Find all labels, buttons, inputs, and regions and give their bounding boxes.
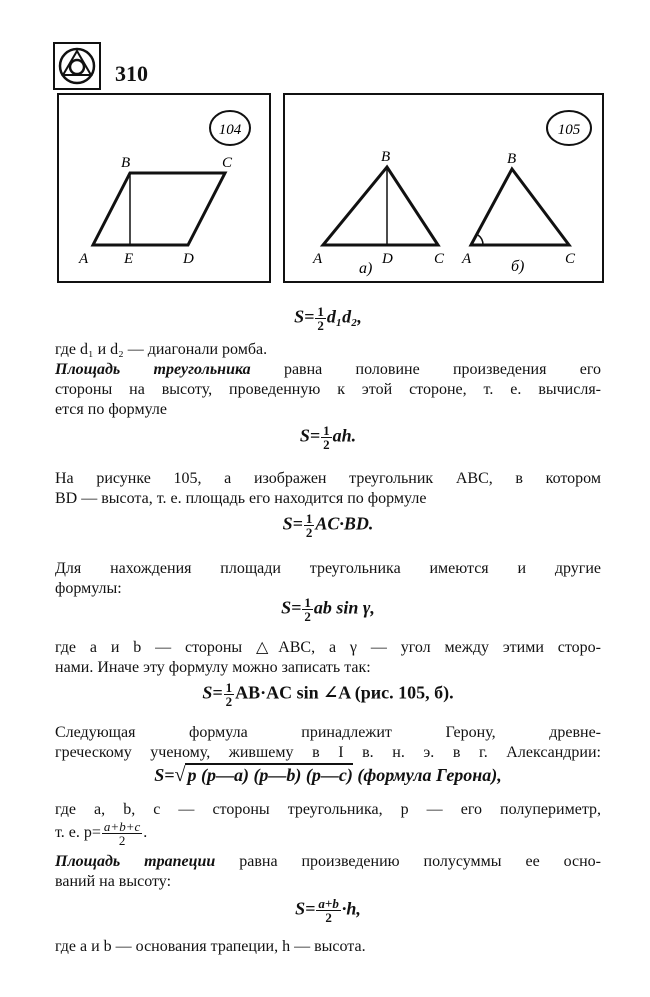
text-line: ваний на высоту: <box>55 873 172 890</box>
text-line: т. е. p= $\frac{a+b+c}{2}$ . <box>55 819 148 848</box>
text-line: BD — высота, т. е. площадь его находится по формуле <box>55 490 427 507</box>
point-E: E <box>124 251 134 267</box>
text-line: нами. Иначе эту формулу можно записать так: <box>55 659 371 676</box>
text-line: ется по формуле <box>55 401 167 418</box>
caption-a: а) <box>359 260 373 277</box>
formula-triangle-acbd: S= $\frac{1}{2}$ AC·BD. <box>282 511 374 540</box>
text-line: Для нахождения площади треугольника имеются и другие <box>55 560 601 577</box>
formula-triangle-ah: S= $\frac{1}{2}$ ah. <box>299 423 357 452</box>
text-line: греческому ученому, жившему в I в. н. э. в г. Александрии: <box>55 744 601 761</box>
formula-rhombus: S= $\frac{1}{2}$ d₁d₂, <box>294 304 362 333</box>
text-line: стороны на высоту, проведенную к этой стороне, т. е. вычисля- <box>55 381 601 398</box>
text-line: Следующая формула принадлежит Герону, древне- <box>55 724 601 741</box>
formula-triangle-sin: S= $\frac{1}{2}$ ab sin γ, <box>281 595 375 624</box>
point-D: D <box>183 251 194 267</box>
text-line: где a и b — стороны △ABC, а γ — угол между этими сторо- <box>55 639 601 656</box>
formula-trapezoid: S= $\frac{a+b}{2}$ ·h, <box>295 896 361 925</box>
figure-105 <box>283 93 604 283</box>
formula-triangle-angle: S= $\frac{1}{2}$ AB·AC sin ∠A (рис. 105, б). <box>202 680 454 709</box>
point-C: C <box>222 155 233 171</box>
header-logo-icon <box>53 42 101 90</box>
figure-104 <box>57 93 271 283</box>
text-line: где a, b, c — стороны треугольника, p — его полупериметр, <box>55 801 601 818</box>
point-A: A <box>79 251 89 267</box>
text-line: На рисунке 105, а изображен треугольник ABC, в котором <box>55 470 601 487</box>
point-D-left: D <box>382 251 393 267</box>
page-number: 310 <box>115 61 148 86</box>
text-line: Площадь треугольника равна половине произведения его <box>55 361 602 378</box>
point-A-left: A <box>313 251 323 267</box>
point-B: B <box>121 155 131 171</box>
text-line: где d₁ и d₂ — диагонали ромба. <box>55 341 268 358</box>
point-B-left: B <box>381 149 391 165</box>
point-B-right: B <box>507 151 517 167</box>
formula-heron: S=√ p (p—a) (p—b) (p—c) (формула Герона), <box>154 764 502 786</box>
point-A-right: A <box>462 251 472 267</box>
point-C-left: C <box>434 251 445 267</box>
text-line: Площадь трапеции равна произведению полусуммы ее осно- <box>55 853 602 870</box>
text-line: где a и b — основания трапеции, h — высота. <box>55 938 366 955</box>
point-C-right: C <box>565 251 576 267</box>
caption-b: б) <box>511 258 525 275</box>
text-line: формулы: <box>55 580 122 597</box>
figure-104-number: 104 <box>218 122 242 138</box>
figure-105-number: 105 <box>557 122 581 138</box>
